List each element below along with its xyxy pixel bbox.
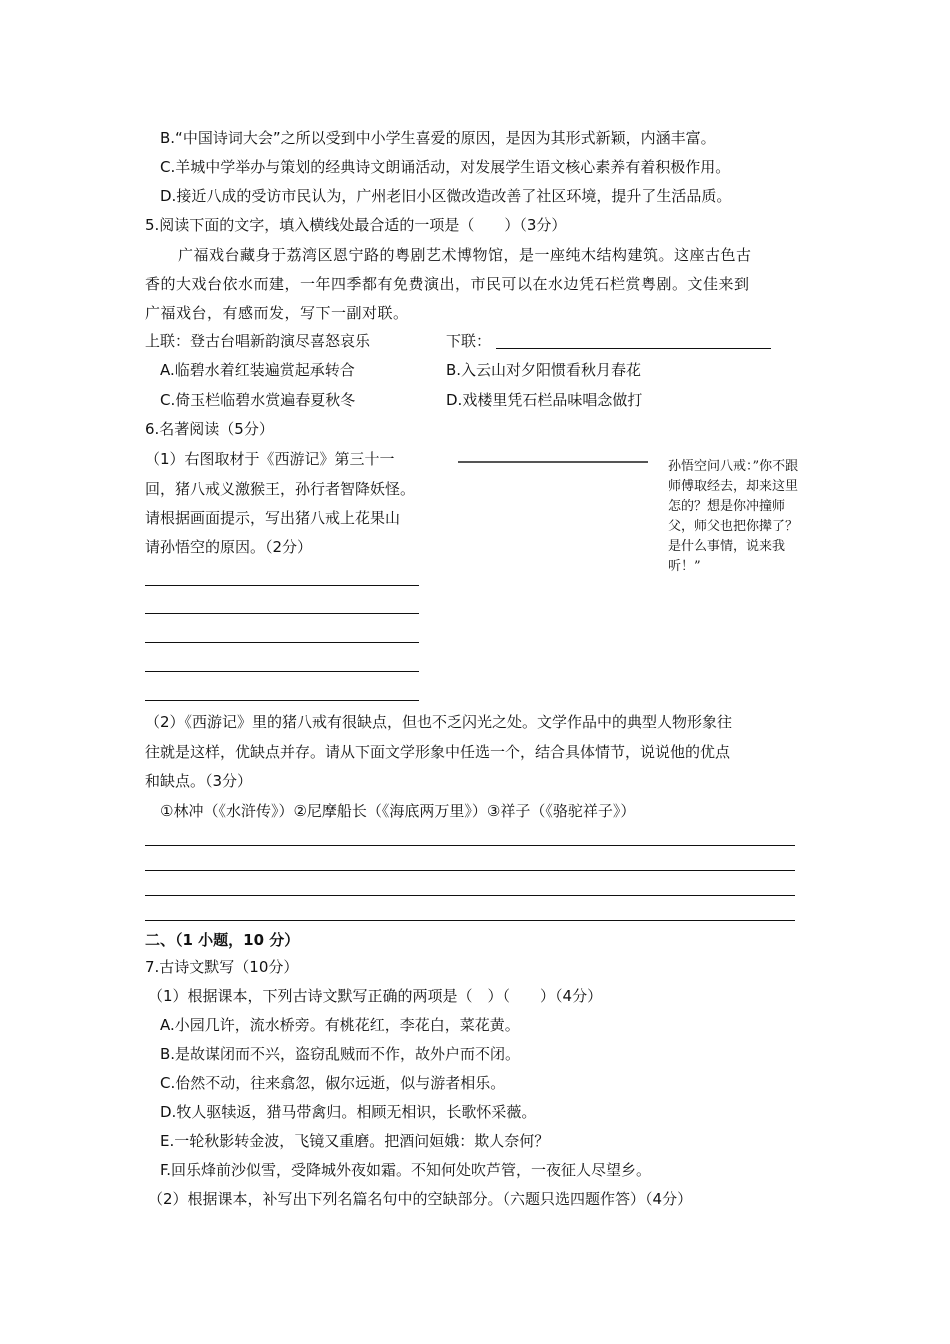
- q7-option-a: A.小园几许，流水桥旁。有桃花红，李花白，菜花黄。: [160, 1016, 520, 1034]
- q7-title: 7.古诗文默写（10分）: [145, 958, 299, 976]
- q4-option-d: D.接近八成的受访市民认为，广州老旧小区微改造改善了社区环境，提升了生活品质。: [160, 187, 732, 205]
- q6-part2-answer-line-1: [145, 845, 795, 846]
- q6-answer-line-3: [145, 642, 419, 643]
- q7-option-d: D.牧人驱犊返，猎马带禽归。相顾无相识，长歌怀采薇。: [160, 1103, 537, 1121]
- q7-option-e: E.一轮秋影转金波，飞镜又重磨。把酒问姮娥：欺人奈何？: [160, 1132, 550, 1150]
- q5-passage-line-2: 香的大戏台依水而建，一年四季都有免费演出，市民可以在水边凭石栏赏粤剧。文佳来到: [145, 275, 750, 293]
- q6-answer-line-2: [145, 613, 419, 614]
- q7-option-c: C.佁然不动，往来翕忽，俶尔远逝，似与游者相乐。: [160, 1074, 506, 1092]
- q6-title: 6.名著阅读（5分）: [145, 420, 274, 438]
- q5-option-a: A.临碧水着红装遍赏起承转合: [160, 361, 355, 379]
- q7-option-f: F.回乐烽前沙似雪，受降城外夜如霜。不知何处吹芦管，一夜征人尽望乡。: [160, 1161, 651, 1179]
- q6-part1-line-1: （1）右图取材于《西游记》第三十一: [145, 450, 395, 468]
- q5-option-c: C.倚玉栏临碧水赏遍春夏秋冬: [160, 391, 356, 409]
- q6-answer-line-5: [145, 700, 419, 701]
- q4-option-c: C.羊城中学举办与策划的经典诗文朗诵活动，对发展学生语文核心素养有着积极作用。: [160, 158, 731, 176]
- q5-stem: 5.阅读下面的文字，填入横线处最合适的一项是（ ）（3分）: [145, 216, 567, 234]
- illustration-caption: 孙悟空问八戒：”你不跟师傅取经去，却来这里怎的？想是你冲撞师父，师父也把你撵了？是什么事情，说来我听！”: [668, 459, 799, 574]
- q6-answer-line-1: [145, 585, 419, 586]
- q6-part2-answer-line-4: [145, 920, 795, 921]
- q5-option-d: D.戏楼里凭石栏品味唱念做打: [446, 391, 643, 409]
- illustration-placeholder-line: [458, 461, 648, 463]
- q5-lower-couplet-label: 下联：: [446, 332, 492, 350]
- q6-part2-line-3: 和缺点。（3分）: [145, 772, 253, 790]
- q5-passage-line-3: 广福戏台，有感而发，写下一副对联。: [145, 304, 409, 322]
- q5-answer-blank: [496, 348, 771, 349]
- section-2-heading: 二、（1 小题，10 分）: [145, 931, 300, 949]
- q7-option-b: B.是故谋闭而不兴，盗窃乱贼而不作，故外户而不闭。: [160, 1045, 521, 1063]
- q6-part1-line-3: 请根据画面提示，写出猪八戒上花果山: [145, 509, 401, 527]
- q6-part2-answer-line-2: [145, 870, 795, 871]
- q6-part2-line-2: 往就是这样，优缺点并存。请从下面文学形象中任选一个，结合具体情节，说说他的优点: [145, 743, 731, 761]
- q5-option-b: B.入云山对夕阳惯看秋月春花: [446, 361, 642, 379]
- q7-part1-stem: （1）根据课本，下列古诗文默写正确的两项是（ ）（ ）（4分）: [148, 987, 603, 1005]
- q5-passage-line-1: 广福戏台藏身于荔湾区恩宁路的粤剧艺术博物馆，是一座纯木结构建筑。这座古色古: [178, 246, 752, 264]
- q5-upper-couplet: 上联：登古台唱新韵演尽喜怒哀乐: [145, 332, 371, 350]
- q6-part1-line-2: 回，猪八戒义激猴王，孙行者智降妖怪。: [145, 480, 416, 498]
- q6-part2-line-1: （2）《西游记》里的猪八戒有很缺点，但也不乏闪光之处。文学作品中的典型人物形象往: [145, 713, 733, 731]
- q7-part2-stem: （2）根据课本，补写出下列名篇名句中的空缺部分。（六题只选四题作答）（4分）: [148, 1190, 693, 1208]
- q6-part2-answer-line-3: [145, 895, 795, 896]
- q6-character-choices: ①林冲（《水浒传》）②尼摩船长（《海底两万里》）③祥子（《骆驼祥子》）: [160, 802, 636, 820]
- q6-answer-line-4: [145, 671, 419, 672]
- q4-option-b: B.“中国诗词大会”之所以受到中小学生喜爱的原因，是因为其形式新颖，内涵丰富。: [160, 129, 716, 147]
- q6-part1-line-4: 请孙悟空的原因。（2分）: [145, 538, 313, 556]
